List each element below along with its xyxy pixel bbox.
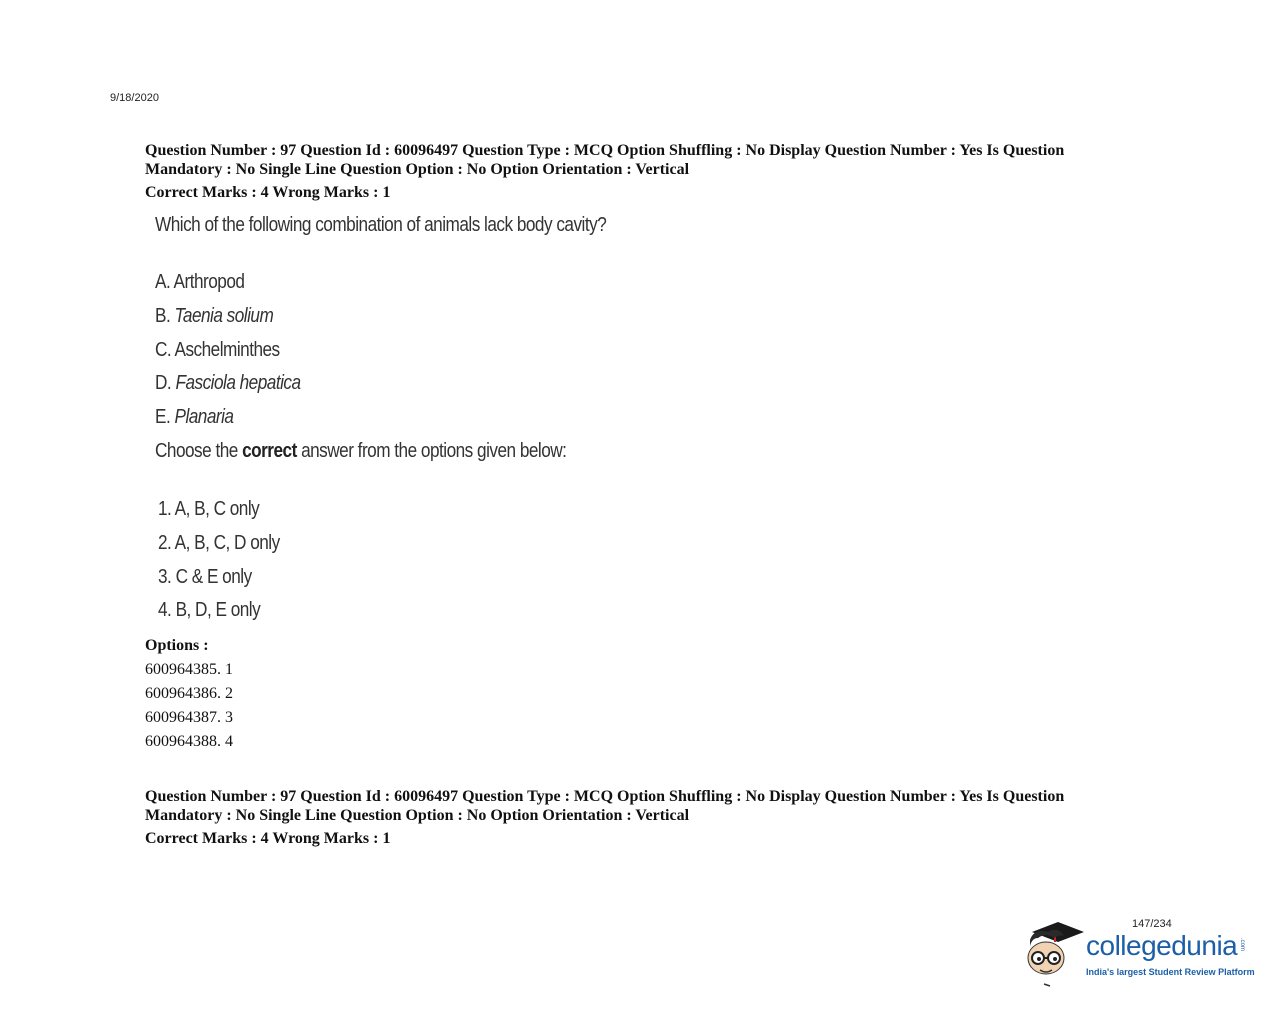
item-text: Aschelminthes [174, 339, 280, 361]
item-label: C. [155, 339, 172, 361]
option-id-3: 600964387. 3 [145, 709, 233, 726]
mascot-icon [1024, 918, 1086, 990]
logo-wordmark: collegedunia [1086, 930, 1238, 961]
answer-choice-4: 4. B, D, E only [158, 599, 261, 621]
instruction-pre: Choose the [155, 440, 243, 462]
options-heading: Options : [145, 637, 209, 654]
item-text: Planaria [174, 406, 234, 428]
next-question-meta [145, 787, 1155, 825]
item-text: Fasciola hepatica [175, 372, 301, 394]
instruction-bold: correct [242, 440, 297, 462]
question-meta-line-1: Question Number : 97 Question Id : 60096497 Question Type : MCQ Option Shuffling : No Display Question Number : Yes Is Question [145, 142, 1065, 159]
question-meta [145, 141, 1155, 179]
page-number: 147/234 [1132, 918, 1172, 930]
question-item-c [155, 339, 280, 362]
question-item-d [155, 372, 301, 395]
item-text: Arthropod [173, 271, 245, 293]
option-id-1: 600964385. 1 [145, 661, 233, 678]
collegedunia-logo [1024, 918, 1254, 990]
question-item-b [155, 305, 273, 328]
question-item-a [155, 271, 244, 294]
item-text: Taenia solium [174, 305, 274, 327]
answer-choice-3: 3. C & E only [158, 566, 252, 588]
option-id-2: 600964386. 2 [145, 685, 233, 702]
item-label: A. [155, 271, 171, 293]
item-label: D. [155, 372, 172, 394]
question-marks: Correct Marks : 4 Wrong Marks : 1 [145, 184, 391, 201]
next-question-marks: Correct Marks : 4 Wrong Marks : 1 [145, 830, 391, 847]
logo-domain: .com [1239, 938, 1245, 952]
option-id-4: 600964388. 4 [145, 733, 233, 750]
answer-choice-2: 2. A, B, C, D only [158, 532, 280, 554]
item-label: B. [155, 305, 171, 327]
item-label: E. [155, 406, 171, 428]
logo-tagline: India's largest Student Review Platform [1086, 967, 1255, 977]
question-meta-line-2: Mandatory : No Single Line Question Option : No Option Orientation : Vertical [145, 161, 690, 178]
print-date: 9/18/2020 [110, 92, 159, 104]
question-instruction [155, 440, 566, 463]
question-stem: Which of the following combination of animals lack body cavity? [155, 214, 607, 236]
question-item-e [155, 406, 233, 429]
next-question-meta-line-2: Mandatory : No Single Line Question Option : No Option Orientation : Vertical [145, 807, 690, 824]
instruction-post: answer from the options given below: [296, 440, 567, 462]
next-question-meta-line-1: Question Number : 97 Question Id : 60096497 Question Type : MCQ Option Shuffling : No Display Question Number : Yes Is Question [145, 788, 1065, 805]
answer-choice-1: 1. A, B, C only [158, 498, 260, 520]
